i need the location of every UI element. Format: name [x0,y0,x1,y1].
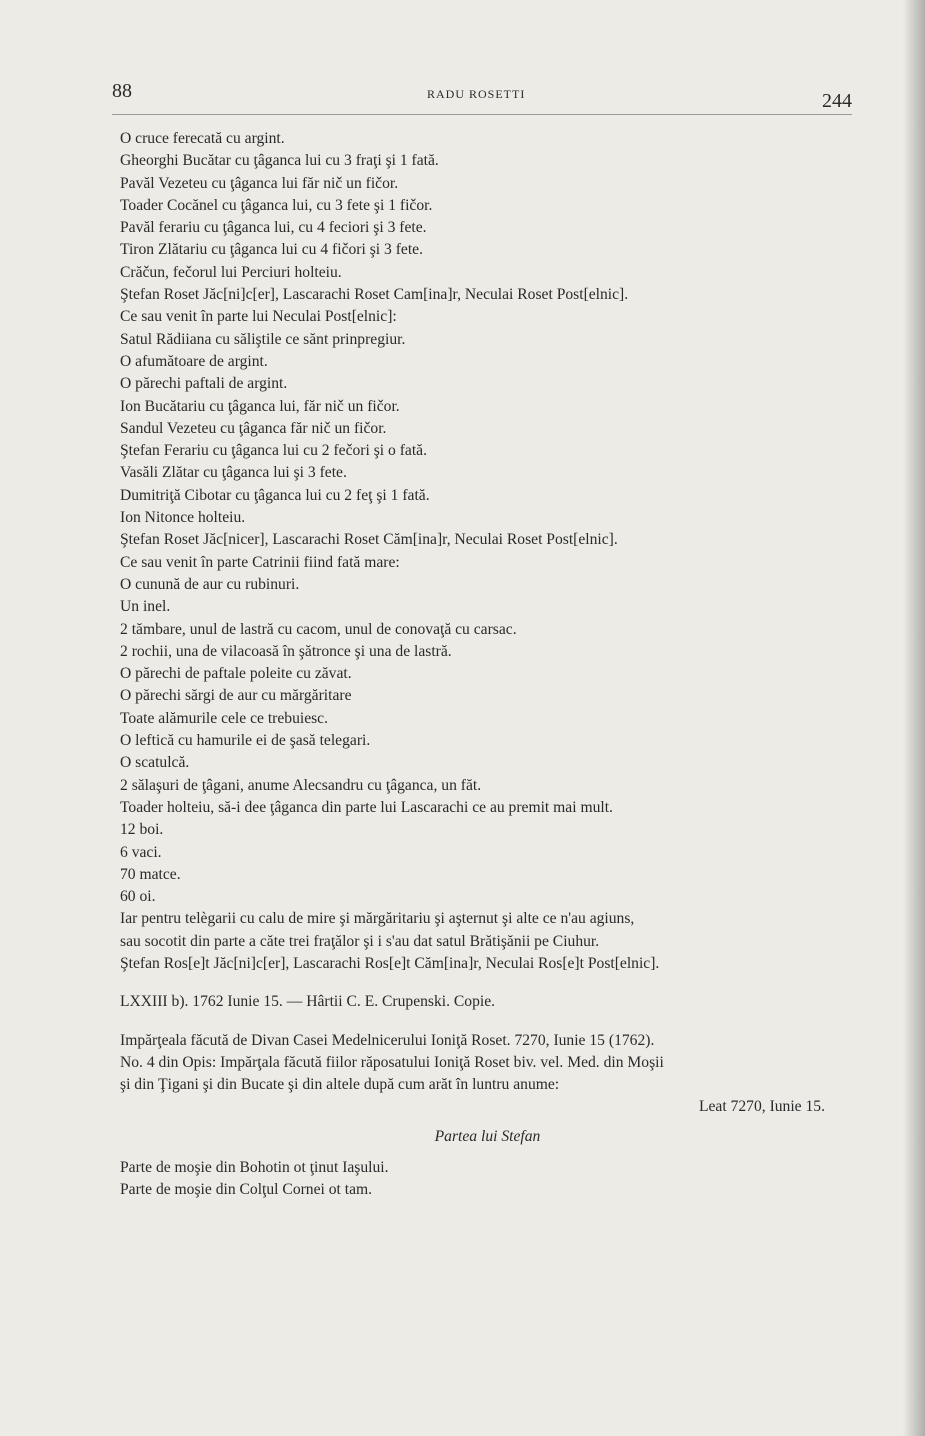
text-line: Parte de moşie din Bohotin ot ţinut Iaşului. [120,1159,389,1177]
text-line: O cunună de aur cu rubinuri. [120,575,300,593]
text-line: Ion Nitonce holteiu. [120,509,246,527]
text-line: 12 boi. [120,821,164,839]
binding-shadow [903,0,925,1436]
text-block-c [120,1157,855,1202]
text-line: Tiron Zlătariu cu ţâganca lui cu 4 fičori şi 3 fete. [120,241,423,259]
text-line: Iar pentru telègarii cu calu de mire şi mărgăritariu şi aşternut şi alte ce n'au agiuns, [120,910,635,928]
page-number-left: 88 [112,80,132,102]
text-line: Ştefan Ros[e]t Jăc[ni]c[er], Lascarachi Ros[e]t Căm[ina]r, Neculai Ros[e]t Post[elnic]. [120,954,660,972]
section-title: Partea lui Stefan [434,1127,541,1145]
text-line: 2 sălaşuri de ţâgani, anume Alecsandru cu ţâganca, un făt. [120,776,482,794]
text-line: Satul Rădiiana cu săliştile ce sănt prinpregiur. [120,330,406,348]
text-line: Ştefan Roset Jăc[ni]c[er], Lascarachi Roset Cam[ina]r, Neculai Roset Post[elnic]. [120,286,629,304]
text-line: 70 matce. [120,865,181,883]
text-line: Impărţeala făcută de Divan Casei Medelnicerului Ioniţă Roset. 7270, Iunie 15 (1762). [120,1031,655,1049]
text-line: Ce sau venit în parte Catrinii fiind fată mare: [120,553,400,571]
text-line: Crăčun, fečorul lui Perciuri holteiu. [120,263,342,281]
text-line: Vasăli Zlătar cu ţâganca lui şi 3 fete. [120,464,347,482]
text-line: Toate alămurile cele ce trebuiesc. [120,709,329,727]
text-line: 2 tămbare, unul de lastră cu cacom, unul de conovaţă cu carsac. [120,620,517,638]
text-line: Ce sau venit în parte lui Neculai Post[elnic]: [120,308,397,326]
text-line: O părechi paftali de argint. [120,375,288,393]
text-line: Pavăl Vezeteu cu ţâganca lui făr nič un fičor. [120,174,399,192]
text-line: 2 rochii, una de vilacoasă în şătronce şi una de lastră. [120,642,452,660]
text-line: Gheorghi Bucătar cu ţâganca lui cu 3 fraţi şi 1 fată. [120,152,439,170]
text-line: O părechi de paftale poleite cu zăvat. [120,665,352,683]
text-line: Pavăl ferariu cu ţâganca lui, cu 4 feciori şi 3 fete. [120,219,427,237]
paragraph-gap [120,1014,855,1030]
text-line: Un inel. [120,598,171,616]
text-line: Ştefan Ferariu cu ţâganca lui cu 2 fečori şi o fată. [120,442,427,460]
text-line: No. 4 din Opis: Impărţala făcută fiilor răposatului Ioniţă Roset biv. vel. Med. din Moşii [120,1053,664,1071]
text-line: Sandul Vezeteu cu ţâganca făr nič un fičor. [120,419,387,437]
text-line: Ion Bucătariu cu ţâganca lui, făr nič un fičor. [120,397,400,415]
text-block-b [120,1030,855,1097]
header-rule [112,114,852,115]
text-line: O părechi sărgi de aur cu mărgăritare [120,687,352,705]
text-line: O scatulcă. [120,754,190,772]
text-line: O cruce ferecată cu argint. [120,130,285,147]
text-line: Toader holteiu, să-i dee ţâganca din parte lui Lascarachi ce au premit mai mult. [120,798,613,816]
text-line: sau socotit din parte a căte trei fraţălor şi i s'au dat satul Brătişănii pe Ciuhur. [120,932,600,950]
text-line: 6 vaci. [120,843,162,861]
paragraph-gap [120,975,855,991]
text-line: Toader Cocănel cu ţâganca lui, cu 3 fete şi 1 fičor. [120,196,433,214]
text-line: şi din Ţigani şi din Bucate şi din altele după cum arăt în luntru anume: [120,1076,560,1094]
text-line: Dumitriţă Cibotar cu ţâganca lui cu 2 feţ şi 1 fată. [120,486,430,504]
running-head: RADU ROSETTI [427,87,526,101]
date-line: Leat 7270, Iunie 15. [698,1098,825,1116]
document-citation: LXXIII b). 1762 Iunie 15. — Hârtii C. E. Crupenski. Copie. [120,993,496,1011]
page-number-right: 244 [822,90,852,112]
page-header [112,76,852,116]
text-block-a [120,128,855,975]
text-line: O leftică cu hamurile ei de şasă telegari. [120,732,371,750]
body-text [120,128,855,1202]
text-line: Ştefan Roset Jăc[nicer], Lascarachi Roset Căm[ina]r, Neculai Roset Post[elnic]. [120,531,618,549]
text-line: 60 oi. [120,888,156,906]
text-line: O afumătoare de argint. [120,352,268,370]
text-line: Parte de moşie din Colţul Cornei ot tam. [120,1181,373,1199]
